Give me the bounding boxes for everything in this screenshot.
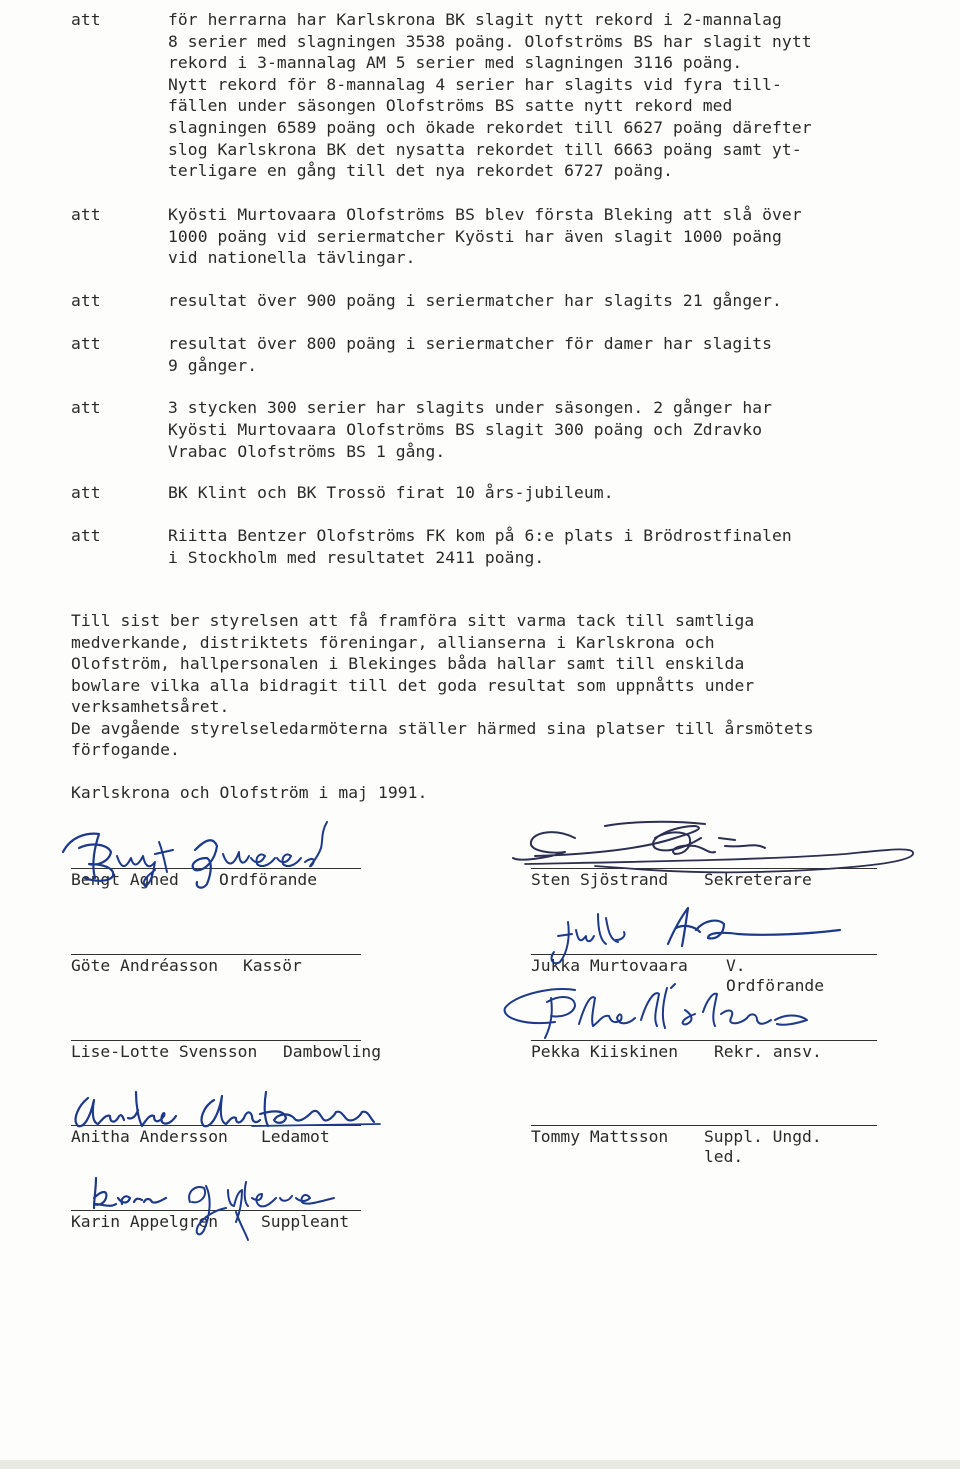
- item-text-line: 8 serier med slagningen 3538 poäng. Olofströms BS har slagit nytt: [168, 32, 812, 51]
- signature-line: [531, 1125, 877, 1126]
- item-text-line: Kyösti Murtovaara Olofströms BS blev första Bleking att slå över: [168, 205, 802, 224]
- item-text-line: fällen under säsongen Olofströms BS satte nytt rekord med: [168, 96, 733, 115]
- signatory-role: Sekreterare: [704, 870, 812, 889]
- signatory-name: Jukka Murtovaara: [531, 956, 688, 975]
- signatory-name: Anitha Andersson: [71, 1127, 228, 1146]
- item-text-line: vid nationella tävlingar.: [168, 248, 416, 267]
- item-label: att: [71, 483, 101, 502]
- closing-line: verksamhetsåret.: [71, 697, 230, 716]
- signatory-role: Suppl. Ungd. led.: [704, 1127, 822, 1166]
- closing-line: Till sist ber styrelsen att få framföra sitt varma tack till samtliga: [71, 611, 755, 630]
- closing-line: förfogande.: [71, 740, 180, 759]
- page-bottom-edge: [0, 1460, 960, 1469]
- signature-anitha-andersson: [62, 1080, 392, 1140]
- closing-line: De avgående styrelseledarmöterna ställer härmed sina platser till årsmötets: [71, 719, 814, 738]
- signature-karin-appelgren: [86, 1168, 346, 1248]
- item-text-line: slagningen 6589 poäng och ökade rekordet till 6627 poäng därefter: [168, 118, 812, 137]
- signatory-role: Suppleant: [261, 1212, 350, 1231]
- item-text-line: terligare en gång till det nya rekordet 6727 poäng.: [168, 161, 674, 180]
- signatory-name: Göte Andréasson: [71, 956, 219, 975]
- item-text-line: slog Karlskrona BK det nysatta rekordet till 6663 poäng samt yt-: [168, 140, 802, 159]
- signatory-role: Ordförande: [219, 870, 318, 889]
- signature-sten-sjostrand: [505, 818, 925, 888]
- signatory-name: Karin Appelgren: [71, 1212, 219, 1231]
- item-label: att: [71, 334, 101, 353]
- signatory-role: Rekr. ansv.: [714, 1042, 822, 1061]
- signature-jukka-murtovaara: [528, 900, 848, 970]
- signatory-name: Sten Sjöstrand: [531, 870, 669, 889]
- item-text-line: resultat över 900 poäng i seriermatcher har slagits 21 gånger.: [168, 291, 782, 310]
- item-text-line: Riitta Bentzer Olofströms FK kom på 6:e plats i Brödrostfinalen: [168, 526, 792, 545]
- item-label: att: [71, 526, 101, 545]
- item-text-line: i Stockholm med resultatet 2411 poäng.: [168, 548, 545, 567]
- signatory-role: Dambowling: [283, 1042, 382, 1061]
- item-text-line: resultat över 800 poäng i seriermatcher för damer har slagits: [168, 334, 773, 353]
- item-text-line: 1000 poäng vid seriermatcher Kyösti har även slagit 1000 poäng: [168, 227, 782, 246]
- item-label: att: [71, 398, 101, 417]
- signature-pekka-kiiskinen: [495, 980, 825, 1060]
- item-text-line: 3 stycken 300 serier har slagits under säsongen. 2 gånger har: [168, 398, 773, 417]
- item-label: att: [71, 10, 101, 29]
- signatory-role: Ledamot: [261, 1127, 330, 1146]
- signature-bengt-aghed: [55, 812, 345, 892]
- item-text-line: Nytt rekord för 8-mannalag 4 serier har slagits vid fyra till-: [168, 75, 782, 94]
- signatory-role: V. Ordförande: [726, 956, 825, 995]
- closing-line: Olofström, hallpersonalen i Blekinges båda hallar samt till enskilda: [71, 654, 745, 673]
- item-text-line: rekord i 3-mannalag AM 5 serier med slagningen 3116 poäng.: [168, 53, 743, 72]
- item-text-line: Kyösti Murtovaara Olofströms BS slagit 300 poäng och Zdravko: [168, 420, 763, 439]
- place-date: Karlskrona och Olofström i maj 1991.: [71, 783, 428, 802]
- item-label: att: [71, 291, 101, 310]
- item-text-line: 9 gånger.: [168, 356, 258, 375]
- item-text-line: BK Klint och BK Trossö firat 10 års-jubileum.: [168, 483, 614, 502]
- closing-line: bowlare vilka alla bidragit till det goda resultat som uppnåtts under: [71, 676, 755, 695]
- item-text-line: för herrarna har Karlskrona BK slagit nytt rekord i 2-mannalag: [168, 10, 782, 29]
- signatory-name: Lise-Lotte Svensson: [71, 1042, 258, 1061]
- item-label: att: [71, 205, 101, 224]
- signatory-name: Tommy Mattsson: [531, 1127, 669, 1146]
- signatory-name: Pekka Kiiskinen: [531, 1042, 679, 1061]
- signature-line: [71, 1040, 361, 1041]
- closing-line: medverkande, distriktets föreningar, allianserna i Karlskrona och: [71, 633, 715, 652]
- item-text-line: Vrabac Olofströms BS 1 gång.: [168, 442, 446, 461]
- signature-line: [71, 954, 361, 955]
- signatory-role: Kassör: [243, 956, 302, 975]
- signatory-name: Bengt Aghed: [71, 870, 179, 889]
